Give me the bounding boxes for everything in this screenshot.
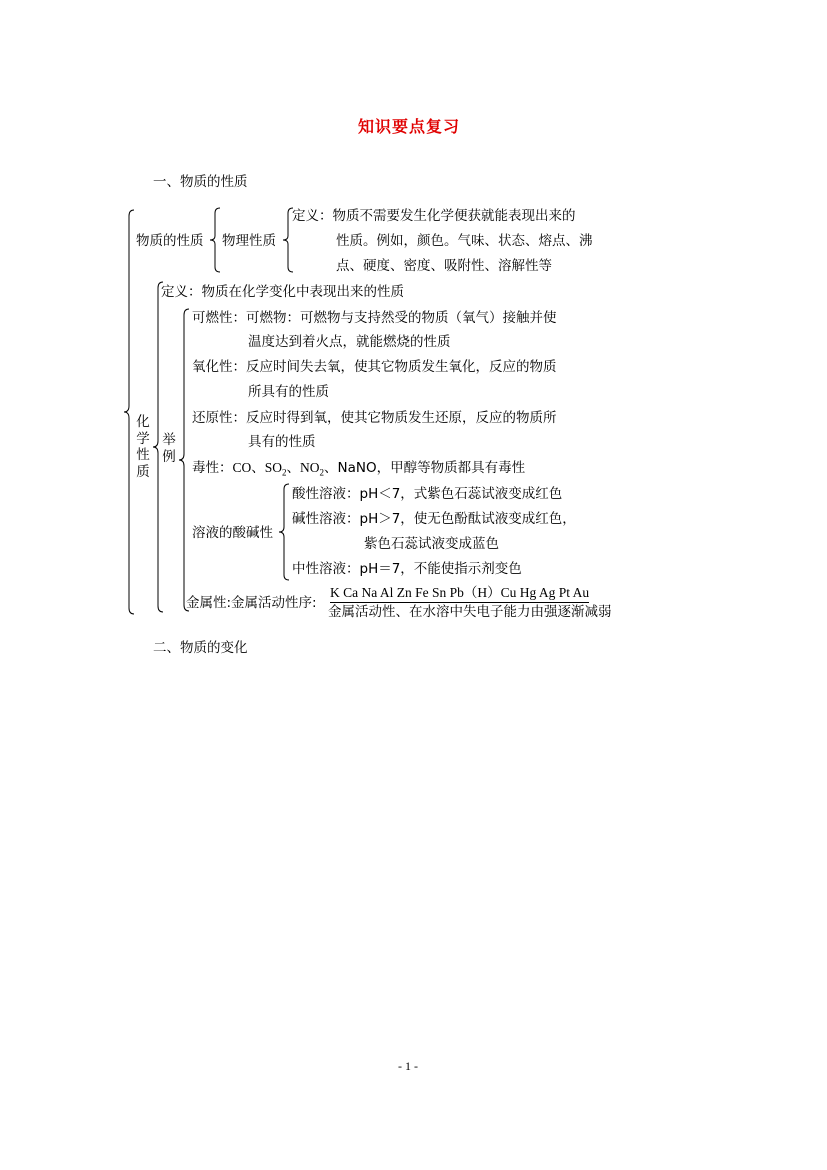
physical-bracket	[210, 208, 222, 272]
subscript-2: 2	[282, 467, 287, 478]
metal-label: 金属性:金属活动性序:	[186, 595, 317, 611]
examples-label-char: 举	[162, 432, 176, 448]
chemical-label	[135, 414, 151, 480]
combustibility-line-2: 温度达到着火点，就能燃烧的性质	[248, 334, 451, 350]
section-heading-1: 一、物质的性质	[153, 174, 248, 190]
combustibility-line-1: 可燃性：可燃物：可燃物与支持然受的物质（氧气）接触并使	[192, 310, 557, 326]
toxicity-rest: 、NaNO，甲醇等物质都具有毒性	[324, 460, 526, 476]
subscript-2: 2	[319, 467, 325, 478]
examples-label	[161, 432, 177, 465]
acidbase-bracket	[279, 484, 291, 580]
neutral-solution: 中性溶液：pH＝7，不能使指示剂变色	[292, 561, 522, 577]
reducing-line-1: 还原性：反应时得到氧，使其它物质发生还原，反应的物质所	[192, 410, 557, 426]
oxidizing-line-2: 所具有的性质	[248, 384, 329, 400]
acidbase-label: 溶液的酸碱性	[192, 525, 273, 541]
section-heading-2: 二、物质的变化	[153, 640, 248, 656]
toxicity-line	[192, 460, 525, 476]
acid-solution: 酸性溶液：pH＜7，式紫色石蕊试液变成红色	[292, 486, 563, 502]
chemical-definition: 定义：物质在化学变化中表现出来的性质	[161, 284, 404, 300]
examples-label-char: 例	[162, 448, 176, 465]
reducing-line-2: 具有的性质	[248, 434, 316, 450]
root-label: 物质的性质	[136, 233, 204, 249]
oxidizing-line-1: 氧化性：反应时间失去氧，使其它物质发生氧化，反应的物质	[192, 359, 557, 375]
toxicity-no: 、NO	[286, 460, 320, 475]
outer-bracket	[124, 210, 136, 614]
page-title: 知识要点复习	[358, 117, 461, 136]
chemical-label-char: 质	[136, 463, 150, 480]
physical-label: 物理性质	[222, 233, 276, 249]
physical-def-line-3: 点、硬度、密度、吸附性、溶解性等	[336, 258, 552, 274]
base-solution-line-2: 紫色石蕊试液变成蓝色	[364, 536, 499, 552]
page-number: - 1 -	[398, 1059, 418, 1073]
metal-activity-series: K Ca Na Al Zn Fe Sn Pb（H）Cu Hg Ag Pt Au	[330, 585, 589, 603]
toxicity-co: CO、SO	[232, 460, 283, 475]
metal-activity-note: 金属活动性、在水溶中失电子能力由强逐渐减弱	[328, 604, 612, 620]
chemical-label-char: 学	[136, 430, 150, 447]
chemical-label-char: 化	[136, 414, 150, 430]
physical-def-line-1: 定义：物质不需要发生化学便获就能表现出来的	[292, 208, 576, 224]
examples-bracket	[179, 309, 191, 611]
toxicity-prefix: 毒性：	[192, 460, 233, 476]
physical-def-line-2: 性质。例如，颜色。气味、状态、熔点、沸	[336, 233, 593, 249]
base-solution-line-1: 碱性溶液：pH＞7，使无色酚酞试液变成红色，	[292, 511, 576, 527]
chemical-label-char: 性	[136, 447, 150, 463]
